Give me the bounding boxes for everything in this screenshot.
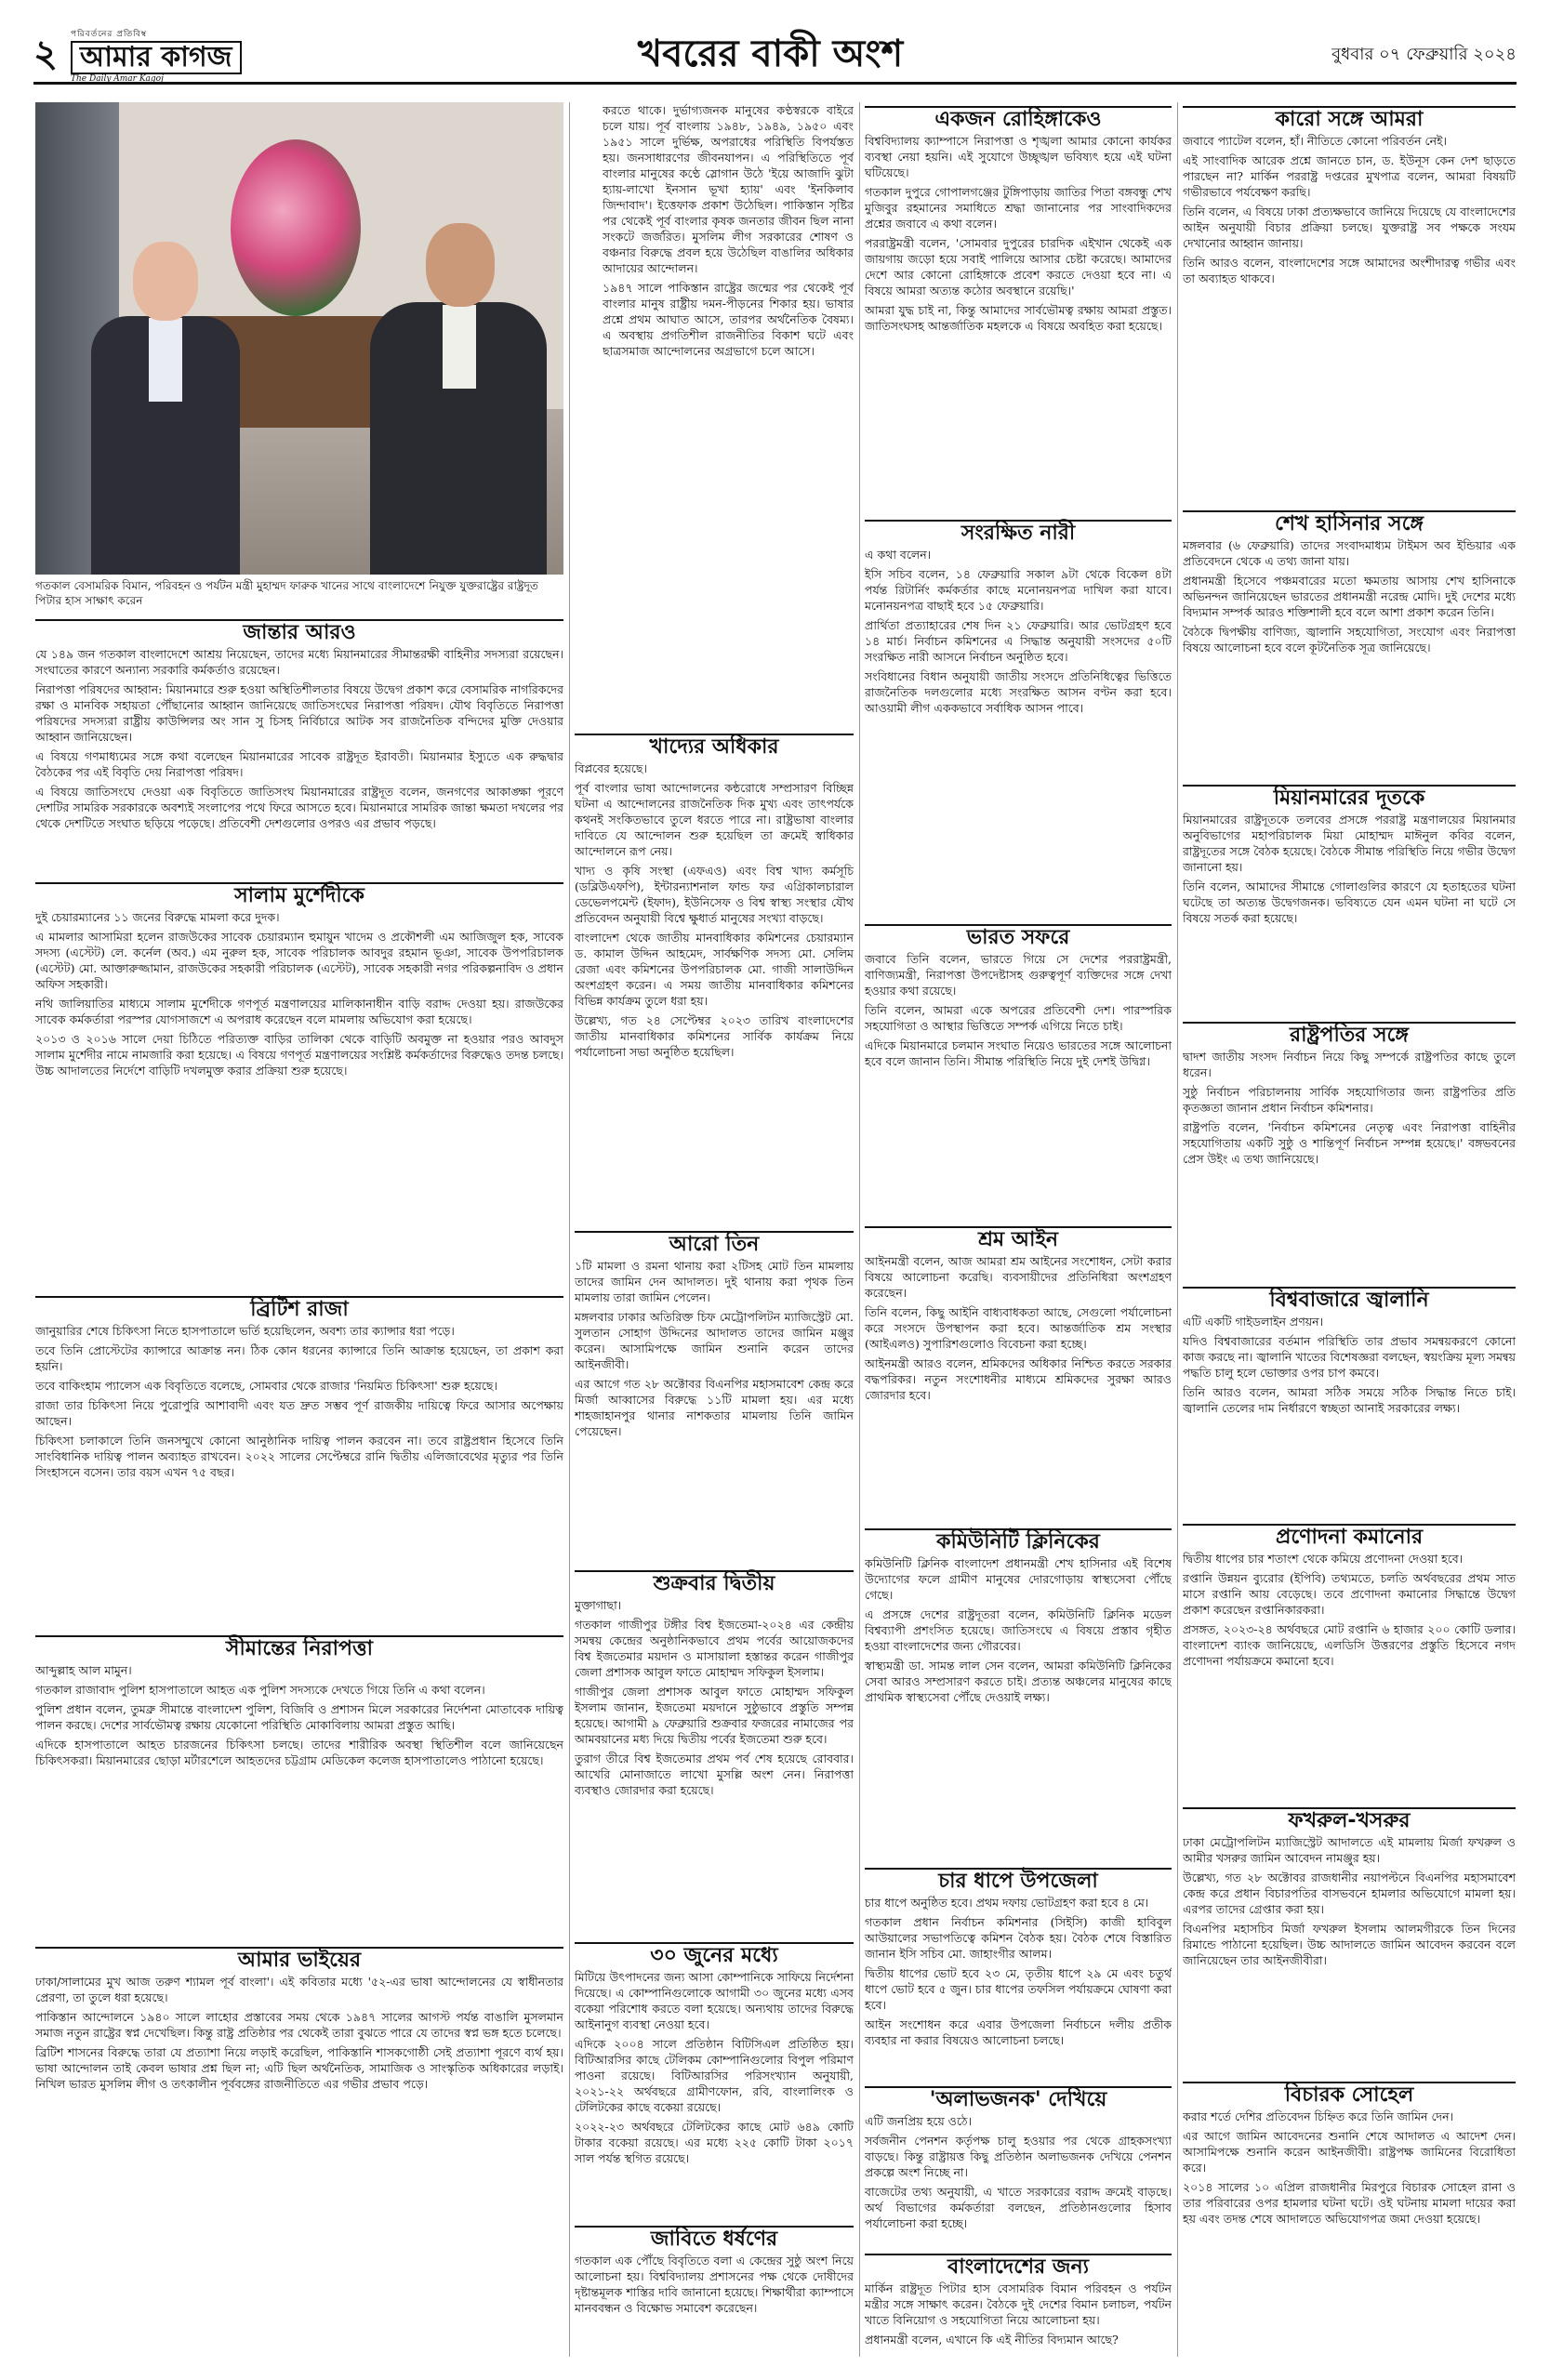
article-paragraph: যে ১৪৯ জন গতকাল বাংলাদেশে আশ্রয় নিয়েছেন, তাদের মধ্যে মিয়ানমারের সীমান্তরক্ষী বাহিনীর সদস্যরা রয়েছেন। সংঘাতের কারণে অন্যান্য সরকারি কর্মকর্তাও রয়েছেন। [35, 647, 563, 677]
article-headline: ৩০ জুনের মধ্যে [575, 1942, 854, 1964]
article-paragraph: ২০২২-২৩ অর্থবছরে টেলিটকের কাছে মোট ৬৪৯ কোটি টাকার বকেয়া রয়েছে। এর মধ্যে ২২৫ কোটি টাকা ২০১৭ সাল পর্যন্ত স্থগিত রয়েছে। [575, 2120, 854, 2165]
article-paragraph: সর্বজনীন পেনশন কর্তৃপক্ষ চালু হওয়ার পর থেকে গ্রাহকসংখ্যা বাড়ছে। কিন্তু রাষ্ট্রায়ত্ত কিছু প্রতিষ্ঠান অলাভজনক দেখিয়ে পেনশন প্রকল্পে অংশ নিচ্ছে না। [865, 2134, 1172, 2179]
article-paragraph: এদিকে মিয়ানমারে চলমান সংঘাত নিয়েও ভারতের সঙ্গে আলোচনা হবে বলে জানান তিনি। সীমান্ত পরিস্থিতি নিয়ে দুই দেশই উদ্বিগ্ন। [865, 1038, 1172, 1068]
article-judge-sohel [1183, 2078, 1516, 2357]
article-paragraph: ব্রিটিশ শাসনের বিরুদ্ধে তারা যে প্রত্যাশা নিয়ে লড়াই করেছিল, পাকিস্তানি শাসকগোষ্ঠী সেই প্রত্যাশা পূরণে ব্যর্থ হয়। ভাষা আন্দোলন তাই কেবল ভাষার প্রশ্ন ছিল না; এটি ছিল অর্থনৈতিক, সামাজিক ও সাংস্কৃতিক অধিকারের লড়াই। নিখিল ভারত মুসলিম লীগ ও তৎকালীন পূর্ববঙ্গের রাজনীতিতে এর গভীর প্রভাব পড়ে। [35, 2045, 563, 2091]
article-paragraph: আইনমন্ত্রী আরও বলেন, শ্রমিকদের অধিকার নিশ্চিত করতে সরকার বদ্ধপরিকর। নতুন সংশোধনীর মাধ্যমে শ্রমিকদের সুরক্ষা আরও জোরদার হবে। [865, 1356, 1172, 1402]
article-paragraph: এ প্রসঙ্গে দেশের রাষ্ট্রদূতরা বলেন, কমিউনিটি ক্লিনিক মডেল বিশ্বব্যাপী প্রশংসিত হয়েছে। জাতিসংঘে এ বিষয়ে প্রস্তাব গৃহীত হওয়া বাংলাদেশের জন্য গৌরবের। [865, 1607, 1172, 1653]
article-paragraph: প্রধানমন্ত্রী বলেন, এখানে কি এই নীতির বিদ্যমান আছে? [865, 2333, 1119, 2347]
article-paragraph: নথি জালিয়াতির মাধ্যমে সালাম মুর্শেদীকে গণপূর্ত মন্ত্রণালয়ের মালিকানাধীন বাড়ি বরাদ্দ দেওয়া হয়। রাজউকের সাবেক কর্মকর্তারা পরস্পর যোগসাজশে এ অপরাধ করেছেন বলে মামলায় অভিযোগ করা হয়েছে। [35, 997, 563, 1026]
article-paragraph: স্বাস্থ্যমন্ত্রী ডা. সামন্ত লাল সেন বলেন, আমরা কমিউনিটি ক্লিনিকের সেবা আরও সম্প্রসারণ করতে চাই। প্রত্যন্ত অঞ্চলের মানুষের কাছে প্রাথমিক স্বাস্থ্যসেবা পৌঁছে দেওয়াই লক্ষ্য। [865, 1659, 1172, 1704]
article-upazila [865, 1864, 1172, 2078]
article-headline: ব্রিটিশ রাজা [35, 1296, 563, 1317]
section-title: খবরের বাকী অংশ [637, 32, 904, 75]
article-paragraph: মিয়ানমারের রাষ্ট্রদূতকে তলবের প্রসঙ্গে পররাষ্ট্র মন্ত্রণালয়ের মিয়ানমার অনুবিভাগের মহাপরিচালক মিয়া মোহাম্মদ মাঈনুল কবির বলেন, রাষ্ট্রদূতের সঙ্গে বৈঠক হয়েছে। বৈঠকে সীমান্ত পরিস্থিতি নিয়ে গভীর উদ্বেগ জানানো হয়। [1183, 813, 1516, 874]
article-paragraph: তিনি আরও বলেন, বাংলাদেশের সঙ্গে আমাদের অংশীদারত্ব গভীর এবং তা অব্যাহত থাকবে। [1183, 256, 1516, 285]
article-paragraph: তবে বাকিংহাম প্যালেস এক বিবৃতিতে বলেছে, সোমবার থেকে রাজার 'নিয়মিত চিকিৎসা' শুরু হয়েছে। [35, 1379, 497, 1393]
article-paragraph: এটি জনপ্রিয় হয়ে ওঠে। [865, 2114, 973, 2128]
article-paragraph: ঢাকা/সালামের মুখ আজ তরুণ শ্যামল পূর্ব বাংলা'। এই কবিতার মধ্যে '৫২-এর ভাষা আন্দোলনের যে স্বাধীনতার প্রেরণা, তা তুলে ধরা হয়েছে। [35, 1975, 563, 2004]
article-paragraph: রাষ্ট্রপতি বলেন, 'নির্বাচন কমিশনের নেতৃত্ব এবং নিরাপত্তা বাহিনীর সহযোগিতায় একটি সুষ্ঠু ও শান্তিপূর্ণ নির্বাচন সম্পন্ন হয়েছে।' বঙ্গভবনের প্রেস উইং এ তথ্য জানিয়েছে। [1183, 1120, 1516, 1166]
article-salam-murshedi [35, 879, 563, 1288]
article-headline: সংরক্ষিত নারী [865, 520, 1172, 541]
article-paragraph: দুই চেয়ারম্যানের ১১ জনের বিরুদ্ধে মামলা করে দুদক। [35, 910, 280, 924]
article-paragraph: তিনি বলেন, আমরা একে অপরের প্রতিবেশী দেশ। পারস্পরিক সহযোগিতা ও আস্থার ভিত্তিতে সম্পর্ক এগিয়ে নিতে চাই। [865, 1003, 1172, 1033]
article-paragraph: গতকাল গাজীপুর টঙ্গীর বিশ্ব ইজতেমা-২০২৪ এর কেন্দ্রীয় সমন্বয় কেন্দ্রের অনুষ্ঠানিকভাবে প্রথম পর্বের আয়োজকদের বিশ্ব ইজতেমার ময়দান ও মাসায়ালা হস্তান্তর করেন গাজীপুর জেলা প্রশাসক আবুল ফাতে মোহাম্মদ সফিকুল ইসলাম। [575, 1618, 854, 1679]
article-paragraph: দ্বিতীয় ধাপের চার শতাংশ থেকে কমিয়ে প্রণোদনা দেওয়া হবে। [1183, 1552, 1464, 1566]
article-headline: শেখ হাসিনার সঙ্গে [1183, 510, 1516, 532]
person-ambassador [91, 242, 240, 575]
article-paragraph: বৈঠকে দ্বিপক্ষীয় বাণিজ্য, জ্বালানি সহযোগিতা, সংযোগ এবং নিরাপত্তা বিষয়ে আলোচনা হবে বলে কূটনৈতিক সূত্র জানিয়েছে। [1183, 625, 1516, 654]
flower-bouquet [231, 139, 361, 316]
article-paragraph: আইন সংশোধন করে এবার উপজেলা নির্বাচনে দলীয় প্রতীক ব্যবহার না করার বিষয়েও আলোচনা চলছে। [865, 2017, 1172, 2047]
article-paragraph: চিকিৎসা চলাকালে তিনি জনসম্মুখে কোনো আনুষ্ঠানিক দায়িত্ব পালন করবেন না। তবে রাষ্ট্রপ্রধান হিসেবে তিনি সাংবিধানিক দায়িত্ব পালন অব্যাহত রাখবেন। ২০২২ সালের সেপ্টেম্বরে রানি দ্বিতীয় এলিজাবেথের মৃত্যুর পর তিনি সিংহাসনে বসেন। তার বয়স এখন ৭৫ বছর। [35, 1434, 563, 1479]
article-headline: আমার ভাইয়ের [35, 1947, 563, 1968]
article-food-rights [575, 730, 854, 1223]
article-global-energy [1183, 1283, 1516, 1515]
article-nonprofit [865, 2082, 1172, 2245]
article-paragraph: এদিকে ২০০৪ সালে প্রতিষ্ঠান বিটিসিএল প্রতিষ্ঠিত হয়। বিটিআরসির কাছে টেলিকম কোম্পানিগুলোর বিপুল পরিমাণ পাওনা রয়েছে। বিটিআরসির পরিসংখ্যান অনুযায়ী, ২০২১-২২ অর্থবছরে গ্রামীণফোন, রবি, বাংলালিংক ও টেলিটকের কাছে বকেয়া রয়েছে। [575, 2037, 854, 2114]
article-paragraph: এর আগে জামিন আবেদনের শুনানি শেষে আদালত এ আদেশ দেন। আসামিপক্ষে শুনানি করেন আইনজীবী। রাষ্ট্রপক্ষ জামিনের বিরোধিতা করে। [1183, 2129, 1516, 2175]
article-paragraph: বিপ্লবের হয়েছে। [575, 761, 647, 775]
article-headline: সালাম মুর্শেদীকে [35, 882, 563, 904]
article-paragraph: সুষ্ঠু নির্বাচন পরিচালনায় সার্বিক সহযোগিতার জন্য রাষ্ট্রপতির প্রতি কৃতজ্ঞতা জানান প্রধান নির্বাচন কমিশনার। [1183, 1085, 1516, 1115]
article-paragraph: মিটিয়ে উৎপাদনের জন্য আসা কোম্পানিকে সাফিয়ে নির্দেশনা দিয়েছে। এ কোম্পানিগুলোকে আগামী ৩০ জুনের মধ্যে এসব বকেয়া পরিশোধ করতে বলা হয়েছে। অন্যথায় তাদের বিরুদ্ধে আইনানুগ ব্যবস্থা নেওয়া হবে। [575, 1970, 854, 2031]
article-paragraph: বাজেটের তথ্য অনুযায়ী, এ খাতে সরকারের বরাদ্দ ক্রমেই বাড়ছে। অর্থ বিভাগের কর্মকর্তারা বলছেন, প্রতিষ্ঠানগুলোর হিসাব পর্যালোচনা করা হচ্ছে। [865, 2185, 1172, 2230]
article-paragraph: মুক্তাগাছা। [575, 1598, 622, 1612]
article-three-more [575, 1227, 854, 1562]
article-paragraph: প্রধানমন্ত্রী হিসেবে পঞ্চমবারের মতো ক্ষমতায় আসায় শেখ হাসিনাকে অভিনন্দন জানিয়েছেন ভারতের প্রধানমন্ত্রী নরেন্দ্র মোদি। দুই দেশের মধ্যে বিদ্যমান সম্পর্ক আরও শক্তিশালী হবে বলে আশা প্রকাশ করেন তিনি। [1183, 574, 1516, 619]
article-paragraph: তিনি বলেন, এ বিষয়ে ঢাকা প্রত্যক্ষভাবে জানিয়ে দিয়েছে যে বাংলাদেশের আইন অনুযায়ী বিচার প্রক্রিয়া চলছে। যুক্তরাষ্ট্র সব পক্ষকে সংযম দেখানোর আহ্বান জানায়। [1183, 205, 1516, 250]
page-header [33, 28, 1517, 85]
article-headline: জান্তার আরও [35, 619, 563, 641]
article-headline: সীমান্তের নিরাপত্তা [35, 1635, 563, 1657]
article-sheikh-hasina [1183, 507, 1516, 776]
article-paragraph: করার শর্তে দেশির প্রতিবেদন চিহ্নিত করে তিনি জামিন দেন। [1183, 2109, 1454, 2123]
article-paragraph: পূর্ব বাংলার ভাষা আন্দোলনের কন্ঠরোধে সম্প্রসারণ বিচ্ছিন্ন ঘটনা এ আন্দোলনের রাজনৈতিক দিক মুখ্য এবং তাৎপর্যকে কথনই সংকিতভাবে তুলে ধরতে পারে না। রাষ্ট্রভাষা বাংলার দাবিতে যে আন্দোলন শুরু হয়েছিল তা ক্রমেই স্বাধিকার আন্দোলনে রূপ নেয়। [575, 781, 854, 858]
article-border-security [35, 1632, 563, 1938]
article-headline: কমিউনিটি ক্লিনিকের [865, 1528, 1172, 1550]
article-headline: ফখরুল-খসরুর [1183, 1807, 1516, 1829]
article-paragraph: মঙ্গলবার (৬ ফেব্রুয়ারি) তাদের সংবাদমাধ্যম টাইমস অব ইন্ডিয়ার এক প্রতিবেদনে থেকে এ তথ্য জানা যায়। [1183, 538, 1516, 568]
meeting-photo [35, 102, 563, 575]
article-headline: চার ধাপে উপজেলা [865, 1868, 1172, 1889]
article-headline: শ্রম আইন [865, 1226, 1172, 1248]
article-paragraph: বিএনপির মহাসচিব মির্জা ফখরুল ইসলাম আলমগীরকে তিন দিনের রিমান্ডে পাঠানো হয়েছিল। উচ্চ আদালতে জামিন আবেদন করবেন বলে জানিয়েছেন তার আইনজীবীরা। [1183, 1922, 1516, 1967]
article-paragraph: জানুয়ারির শেষে চিকিৎসা নিতে হাসপাতালে ভর্তি হয়েছিলেন, অবশ্য তার ক্যান্সার ধরা পড়ে। [35, 1324, 455, 1338]
article-june-30 [575, 1938, 854, 2217]
article-paragraph: চার ধাপে অনুষ্ঠিত হবে। প্রথম দফায় ভোটগ্রহণ করা হবে ৪ মে। [865, 1896, 1149, 1910]
article-paragraph: গতকাল দুপুরে গোপালগঞ্জের টুঙ্গিপাড়ায় জাতির পিতা বঙ্গবন্ধু শেখ মুজিবুর রহমানের সমাধিতে শ্রদ্ধা জানানোর পর সাংবাদিকদের প্রশ্নের জবাবে এ কথা বলেন। [865, 185, 1172, 231]
article-paragraph: এর আগে গত ২৮ অক্টোবর বিএনপির মহাসমাবেশ কেন্দ্র করে মির্জা আব্বাসের বিরুদ্ধে ১১টি মামলা হয়। এর মধ্যে শাহজাহানপুর থানার নাশকতার মামলায় তিনি জামিন পেয়েছেন। [575, 1377, 854, 1438]
article-paragraph: দ্বিতীয় ধাপের ভোট হবে ২৩ মে, তৃতীয় ধাপে ২৯ মে এবং চতুর্থ ধাপে ভোট হবে ৫ জুন। চার ধাপের তফসিল পর্যায়ক্রমে ঘোষণা করা হবে। [865, 1966, 1172, 2012]
article-headline: খাদ্যের অধিকার [575, 734, 854, 755]
article-paragraph: এটি একটি গাইডলাইন প্রণয়ন। [1183, 1315, 1324, 1329]
photo-caption: গতকাল বেসামরিক বিমান, পরিবহন ও পর্যটন মন্ত্রী মুহাম্মদ ফারুক খানের সাথে বাংলাদেশে নিযুক্ত যুক্তরাষ্ট্রের রাষ্ট্রদূত পিটার হাস সাক্ষাৎ করেন [35, 579, 538, 607]
article-paragraph: জবাবে তিনি বলেন, ভারতে গিয়ে সে দেশের পররাষ্ট্রমন্ত্রী, বাণিজ্যমন্ত্রী, নিরাপত্তা উপদেষ্টাসহ গুরুত্বপূর্ণ ব্যক্তিদের সঙ্গে দেখা হওয়ার কথা রয়েছে। [865, 952, 1172, 998]
article-paragraph: তুরাগ তীরে বিশ্ব ইজতেমার প্রথম পর্ব শেষ হয়েছে রোববার। আখেরি মোনাজাতে লাখো মুসল্লি অংশ নেন। নিরাপত্তা ব্যবস্থাও জোরদার করা হয়েছে। [575, 1752, 854, 1797]
article-paragraph: এই সাংবাদিক আরেক প্রশ্নে জানতে চান, ড. ইউনূস কেন দেশ ছাড়তে পারছেন না? মার্কিন পররাষ্ট্র দপ্তরের মুখপাত্র বলেন, আমরা বিষয়টি গভীরভাবে পর্যবেক্ষণ করছি। [1183, 153, 1516, 199]
article-paragraph: আইনমন্ত্রী বলেন, আজ আমরা শ্রম আইনের সংশোধন, সেটা করার বিষয়ে আলোচনা করেছি। ব্যবসায়ীদের প্রতিনিধিরা অংশগ্রহণ করেছেন। [865, 1254, 1172, 1300]
article-myanmar-envoy [1183, 781, 1516, 1013]
article-headline: জাবিতে ধর্ষণের [575, 2226, 854, 2247]
article-paragraph: তবে তিনি প্রোস্টেটের ক্যান্সারে আক্রান্ত নন। ঠিক কোন ধরনের ক্যান্সারে তিনি আক্রান্ত হয়েছেন, তা প্রকাশ করা হয়নি। [35, 1343, 563, 1373]
logo-tagline: পরিবর্তনের প্রতিবিম্ব [71, 29, 148, 39]
article-paragraph: আব্দুল্লাহ আল মামুন। [35, 1663, 132, 1677]
article-paragraph: রাজা তার চিকিৎসা নিয়ে পুরোপুরি আশাবাদী এবং যত দ্রুত সম্ভব পূর্ণ রাজকীয় দায়িত্বে ফিরে আসার অপেক্ষায় আছেন। [35, 1398, 563, 1428]
logo-english-name: The Daily Amar Kagoj [71, 73, 164, 84]
article-paragraph: প্রার্থিতা প্রত্যাহারের শেষ দিন ২১ ফেব্রুয়ারি। আর ভোটগ্রহণ হবে ১৪ মার্চ। নির্বাচন কমিশনের এ সিদ্ধান্ত অনুযায়ী সংসদের ৫০টি সংরক্ষিত নারী আসনে নির্বাচন অনুষ্ঠিত হবে। [865, 618, 1172, 664]
article-paragraph: মঙ্গলবার ঢাকার অতিরিক্ত চিফ মেট্রোপলিটন ম্যাজিস্ট্রেট মো. সুলতান সোহাগ উদ্দিনের আদালত তাদের জামিন মঞ্জুর করেন। আসামিপক্ষে জামিন শুনানি করেন তাদের আইনজীবী। [575, 1310, 854, 1371]
article-paragraph: গাজীপুর জেলা প্রশাসক আবুল ফাতে মোহাম্মদ সফিকুল ইসলাম জানান, ইজতেমা ময়দানে সুষ্ঠুভাবে প্রস্তুতি সম্পন্ন হয়েছে। আগামী ৯ ফেব্রুয়ারি শুক্রবার ফজরের নামাজের পর আমবয়ানের মধ্য দিয়ে দ্বিতীয় পর্বের ইজতেমা শুরু হবে। [575, 1685, 854, 1746]
article-paragraph: গতকাল এক পৌঁছে বিবৃতিতে বলা এ কেন্দ্রের সুষ্ঠু অংশ নিয়ে আলোচনা হয়। বিশ্ববিদ্যালয় প্রশাসনের পক্ষ থেকে দোষীদের দৃষ্টান্তমূলক শাস্তির দাবি জানানো হয়েছে। শিক্ষার্থীরা ক্যাম্পাসে মানববন্ধন ও বিক্ষোভ সমাবেশ করেছেন। [575, 2254, 854, 2315]
article-paragraph: উল্লেখ্য, গত ২৮ অক্টোবর রাজধানীর নয়াপল্টনে বিএনপির মহাসমাবেশ কেন্দ্র করে প্রধান বিচারপতির বাসভবনে হামলার অভিযোগে মামলা হয়। এরপর তাদের গ্রেপ্তার করা হয়। [1183, 1871, 1516, 1916]
article-paragraph: বাংলাদেশ থেকে জাতীয় মানবাধিকার কমিশনের চেয়ারম্যান ড. কামাল উদ্দিন আহমেদ, সার্বক্ষণিক সদস্য মো. সেলিম রেজা এবং কমিশনের উপপরিচালক মো. গাজী সালাউদ্দিন অংশগ্রহণ করেন। এ সময় জাতীয় মানবাধিকার কমিশনের বিভিন্ন কার্যক্রম তুলে ধরা হয়। [575, 931, 854, 1008]
article-jabi [575, 2222, 854, 2357]
article-british-king [35, 1292, 563, 1627]
article-paragraph: ২০১৪ সালের ১০ এপ্রিল রাজধানীর মিরপুরে বিচারক সোহেল রানা ও তার পরিবারের ওপর হামলার ঘটনা ঘটে। ওই ঘটনায় মামলা দায়ের করা হয় এবং তদন্ত শেষে আদালতে অভিযোগপত্র জমা দেওয়া হয়েছে। [1183, 2180, 1516, 2226]
article-with-anyone [1183, 102, 1516, 502]
article-continued-1 [603, 102, 854, 725]
article-paragraph: তিনি বলেন, কিছু আইনি বাধ্যবাধকতা আছে, সেগুলো পর্যালোচনা করে সংসদে উপস্থাপন করা হবে। আন্তর্জাতিক শ্রম সংস্থার (আইএলও) সুপারিশগুলোও বিবেচনা করা হচ্ছে। [865, 1305, 1172, 1351]
article-paragraph: এদিকে হাসপাতালে আহত চারজনের চিকিৎসা চলছে। তাদের শারীরিক অবস্থা স্থিতিশীল বলে জানিয়েছেন চিকিৎসকরা। মিয়ানমারের ছোড়া মর্টারশেলে আহতদের চট্টগ্রাম মেডিকেল কলেজ হাসপাতালেও পাঠানো হয়েছে। [35, 1738, 563, 1767]
article-headline: প্রণোদনা কমানোর [1183, 1524, 1516, 1545]
article-headline: কারো সঙ্গে আমরা [1183, 106, 1516, 127]
article-paragraph: প্রসঙ্গত, ২০২৩-২৪ অর্থবছরে মোট রপ্তানি ৬ হাজার ২০০ কোটি ডলার। বাংলাদেশ ব্যাংক জানিয়েছে, এলডিসি উত্তরণের প্রস্তুতি হিসেবে নগদ প্রণোদনা পর্যায়ক্রমে কমানো হবে। [1183, 1622, 1516, 1668]
article-paragraph: কমিউনিটি ক্লিনিক বাংলাদেশ প্রধানমন্ত্রী শেখ হাসিনার এই বিশেষ উদ্যোগের ফলে গ্রামীণ মানুষের দোরগোড়ায় স্বাস্থ্যসেবা পৌঁছে গেছে। [865, 1556, 1172, 1602]
article-paragraph: যদিও বিশ্ববাজারের বর্তমান পরিস্থিতি তার প্রভাব সমন্বয়করণে কোনো কাজ করছে না। জ্বালানি খাতের বিশেষজ্ঞরা বলছেন, স্বয়ংক্রিয় মূল্য সমন্বয় পদ্ধতি চালু হলে ভোক্তার ওপর চাপ কমবে। [1183, 1334, 1516, 1380]
article-reserved-women [865, 516, 1172, 916]
article-paragraph: দ্বাদশ জাতীয় সংসদ নির্বাচন নিয়ে কিছু সম্পর্কে রাষ্ট্রপতির কাছে তুলে ধরেন। [1183, 1050, 1516, 1079]
article-headline: আরো তিন [575, 1231, 854, 1252]
article-incentive [1183, 1520, 1516, 1799]
article-paragraph: তিনি বলেন, আমাদের সীমান্তে গোলাগুলির কারণে যে হতাহতের ঘটনা ঘটেছে তা অত্যন্ত উদ্বেগজনক। ভবিষ্যতে যেন এমন ঘটনা না ঘটে সে বিষয়ে সতর্ক করা হয়েছে। [1183, 879, 1516, 925]
article-paragraph: এ বিষয়ে জাতিসংঘে দেওয়া এক বিবৃতিতে জাতিসংঘ মিয়ানমারের রাষ্ট্রদূত বলেন, জনগণের আকাঙ্ক্ষা পূরণে দেশটির সামরিক সরকারকে অবশ্যই সংলাপের পথে ফিরে আসতে হবে। মিয়ানমারে সামরিক জান্তা ক্ষমতা দখলের পর থেকে দেশটিতে সংঘাত ছড়িয়ে পড়েছে। প্রতিবেশী দেশগুলোর ওপরও এর প্রভাব পড়ছে। [35, 785, 563, 830]
article-paragraph: নিরাপত্তা পরিষদের আহ্বান: মিয়ানমারে শুরু হওয়া অস্থিতিশীলতার বিষয়ে উদ্বেগ প্রকাশ করে বেসামরিক নাগরিকদের রক্ষা ও মানবিক সহায়তা পৌঁছানোর আহ্বান জানিয়েছে জাতিসংঘের নিরাপত্তা পরিষদ। যৌথ বিবৃতিতে নিরাপত্তা পরিষদের সদস্যরা রাষ্ট্রীয় কাউন্সিলর অং সান সু চিসহ নির্বিচারে আটক সব রাজনৈতিক বন্দিদের মুক্তি দেওয়ার আহ্বান জানিয়েছেন। [35, 682, 563, 744]
article-junta [35, 615, 563, 874]
article-paragraph: এ মামলার আসামিরা হলেন রাজউকের সাবেক চেয়ারম্যান হুমায়ুন খাদেম ও প্রকৌশলী এম আজিজুল হক, সাবেক সদস্য (এস্টেট) লে. কর্নেল (অব.) এম নুরুল হক, সাবেক পরিচালক আবদুর রহমান ভূঞা, সাবেক উপপরিচালক (এস্টেট) মো. আক্তারুজ্জামান, রাজউকের সহকারী পরিচালক (এস্টেট), সাবেক সহকারী নগর পরিকল্পনাবিদ ও প্রধান অফিস সহকারী। [35, 930, 563, 991]
article-paragraph: এ বিষয়ে গণমাধ্যমের সঙ্গে কথা বলেছেন মিয়ানমারের সাবেক রাষ্ট্রদূত ইরাবতী। মিয়ানমার ইস্যুতে এক রুদ্ধদ্বার বৈঠকের পর এই বিবৃতি দেয় নিরাপত্তা পরিষদ। [35, 749, 563, 779]
article-rohingya [865, 102, 1172, 511]
article-paragraph: ঢাকা মেট্রোপলিটন ম্যাজিস্ট্রেট আদালতে এই মামলায় মির্জা ফখরুল ও আমীর খসরুর জামিন আবেদন নামঞ্জুর হয়। [1183, 1835, 1516, 1865]
article-paragraph: ১৯৪৭ সালে পাকিস্তান রাষ্ট্রের জন্মের পর থেকেই পূর্ব বাংলার মানুষ রাষ্ট্রীয় দমন-পীড়নের শিকার হয়। ভাষার প্রশ্নে প্রথম আঘাত আসে, তারপর অর্থনৈতিক বৈষম্য। এ অবস্থায় প্রগতিশীল রাজনীতির বিকাশ ঘটে এবং ছাত্রসমাজ আন্দোলনের অগ্রভাগে চলে আসে। [603, 281, 854, 358]
article-fakhrul-khasru [1183, 1804, 1516, 2073]
person-minister [370, 223, 547, 575]
article-paragraph: তিনি আরও বলেন, আমরা সঠিক সময়ে সঠিক সিদ্ধান্ত নিতে চাই। জ্বালানি তেলের দাম নির্ধারণে স্বচ্ছতা আনাই সরকারের লক্ষ্য। [1183, 1385, 1516, 1415]
article-paragraph: করতে থাকে। দুর্ভাগ্যজনক মানুষের কণ্ঠস্বরকে বাইরে চলে যায়। পূর্ব বাংলায় ১৯৪৮, ১৯৪৯, ১৯৫০ এবং ১৯৫১ সালে দুর্ভিক্ষ, অপরাধের পরিস্থিতি বিপর্যস্তত হয়। জনসাধারণের জীবনযাপন। এ পরিস্থিতিতে পূর্ব বাংলার মানুষের কণ্ঠে স্লোগান উঠে 'ইয়ে আজাদি ঝুটা হ্যায়-লাখো ইনসান ভূখা হ্যায়' এবং 'ইনকিলাব জিন্দাবাদ'। ইত্তেফাক প্রকাশ উঠেছিল। পাকিস্তান সৃষ্টির পর থেকেই পূর্ব বাংলার কৃষক জনতার জীবন ছিল নানা সংকটে জর্জরিত। মুসলিম লীগ সরকারের শোষণ ও বঞ্চনার বিরুদ্ধে প্রবল হয়ে উঠেছিল বাঙালির অধিকার আদায়ের আন্দোলন। [603, 103, 854, 275]
article-headline: 'অলাভজনক' দেখিয়ে [865, 2086, 1172, 2108]
article-headline: মিয়ানমারের দূতকে [1183, 785, 1516, 806]
article-headline: বিশ্ববাজারে জ্বালানি [1183, 1287, 1516, 1308]
article-paragraph: মার্কিন রাষ্ট্রদূত পিটার হাস বেসামরিক বিমান পরিবহন ও পর্যটন মন্ত্রীর সঙ্গে সাক্ষাৎ করেন। বৈঠকে দুই দেশের বিমান চলাচল, পর্যটন খাতে বিনিয়োগ ও সহযোগিতা নিয়ে আলোচনা হয়। [865, 2281, 1172, 2327]
article-paragraph: গতকাল প্রধান নির্বাচন কমিশনার (সিইসি) কাজী হাবিবুল আউয়ালের সভাপতিত্বে কমিশন বৈঠক হয়। বৈঠক শেষে বিস্তারিত জানান ইসি সচিব মো. জাহাংগীর আলম। [865, 1915, 1172, 1961]
article-paragraph: সংবিধানের বিধান অনুযায়ী জাতীয় সংসদে প্রতিনিধিত্বের ভিত্তিতে রাজনৈতিক দলগুলোর মধ্যে সংরক্ষিত আসন বণ্টন করা হবে। আওয়ামী লীগ এককভাবে সর্বাধিক আসন পাবে। [865, 669, 1172, 715]
issue-date: বুধবার ০৭ ফেব্রুয়ারি ২০২৪ [1331, 44, 1517, 64]
article-paragraph: আমরা যুদ্ধ চাই না, কিন্তু আমাদের সার্বভৌমত্ব রক্ষায় আমরা প্রস্তুত। জাতিসংঘসহ আন্তর্জাতিক মহলকে এ বিষয়ে অবহিত করা হয়েছে। [865, 303, 1172, 333]
article-president [1183, 1018, 1516, 1278]
article-community-clinic [865, 1525, 1172, 1859]
article-paragraph: উল্লেখ্য, গত ২৪ সেপ্টেম্বর ২০২৩ তারিখ বাংলাদেশের জাতীয় মানবাধিকার কমিশনের সার্বিক কার্যক্রম নিয়ে পর্যালোচনা সভা অনুষ্ঠিত হয়েছিল। [575, 1013, 854, 1059]
article-headline: বিচারক সোহেল [1183, 2082, 1516, 2103]
article-paragraph: গতকাল রাজাবাদ পুলিশ হাসপাতালে আহত এক পুলিশ সদস্যকে দেখতে গিয়ে তিনি এ কথা বলেন। [35, 1683, 485, 1697]
article-paragraph: পুলিশ প্রধান বলেন, তুমব্রু সীমান্তে বাংলাদেশ পুলিশ, বিজিবি ও প্রশাসন মিলে সরকারের নির্দেশনা মোতাবেক দায়িত্ব পালন করছে। দেশের সার্বভৌমত্ব রক্ষায় যেকোনো পরিস্থিতি মোকাবিলায় আমরা প্রস্তুত আছি। [35, 1702, 563, 1732]
article-paragraph: রপ্তানি উন্নয়ন ব্যুরোর (ইপিবি) তথ্যমতে, চলতি অর্থবছরের প্রথম সাত মাসে রপ্তানি আয় বেড়েছে। তবে প্রণোদনা কমানোর সিদ্ধান্তে উদ্বেগ প্রকাশ করেছেন রপ্তানিকারকরা। [1183, 1571, 1516, 1617]
logo-name: আমার কাগজ [71, 41, 242, 74]
article-paragraph: পররাষ্ট্রমন্ত্রী বলেন, 'সোমবার দুপুরের চারদিক এইখান থেকেই এক জায়গায় জড়ো হয়ে সবাই পালিয়ে আসার চেষ্টা করেছে। আমাদের দেশে আর কোনো রোহিঙ্গাকে প্রবেশ করতে দেওয়া হবে না। এ বিষয়ে আমরা অত্যন্ত কঠোর অবস্থানে রয়েছি।' [865, 236, 1172, 298]
article-paragraph: বিশ্ববিদ্যালয় ক্যাম্পাসে নিরাপত্তা ও শৃঙ্খলা আমার কোনো কার্যকর ব্যবস্থা নেয়া হয়নি। এই সুযোগে উচ্ছৃঙ্খল ভবিষ্যৎ হয়ে এই ঘটনা ঘটিয়েছে। [865, 134, 1172, 179]
newspaper-logo [71, 27, 303, 84]
article-paragraph: পাকিস্তান আন্দোলনে ১৯৪০ সালে লাহোর প্রস্তাবের সময় থেকে ১৯৪৭ সালের আগস্ট পর্যন্ত বাঙালি মুসলমান সমাজ নতুন রাষ্ট্রের স্বপ্ন দেখেছিল। কিন্তু রাষ্ট্র প্রতিষ্ঠার পর থেকেই তারা বুঝতে পারে যে তাদের স্বপ্ন ভঙ্গ হতে চলেছে। [35, 2010, 563, 2040]
article-for-bangladesh [865, 2250, 1172, 2357]
article-paragraph: এ কথা বলেন। [865, 548, 932, 562]
page-number: ২ [33, 32, 59, 75]
article-india-visit [865, 920, 1172, 1218]
article-headline: শুক্রবার দ্বিতীয় [575, 1570, 854, 1592]
article-headline: বাংলাদেশের জন্য [865, 2254, 1172, 2275]
article-paragraph: জবাবে প্যাটেল বলেন, হাঁ। নীতিতে কোনো পরিবর্তন নেই। [1183, 134, 1448, 148]
article-paragraph: ইসি সচিব বলেন, ১৪ ফেব্রুয়ারি সকাল ৯টা থেকে বিকেল ৪টা পর্যন্ত রিটার্নিং কর্মকর্তার কাছে মনোনয়নপত্র দাখিল করা যাবে। মনোনয়নপত্র বাছাই হবে ১৫ ফেব্রুয়ারি। [865, 567, 1172, 613]
article-paragraph: ২০১৩ ও ২০১৬ সালে দেয়া চিঠিতে পরিত্যক্ত বাড়ির তালিকা থেকে বাড়িটি অবমুক্ত না হওয়ার পরও আবদুস সালাম মুর্শেদীর নামে নামজারি করা হয়েছে। এ বিষয়ে গণপূর্ত মন্ত্রণালয়ের সংশ্লিষ্ট কর্মকর্তাদের বিরুদ্ধেও তদন্ত চলছে। উচ্চ আদালতের নির্দেশে বাড়িটি দখলমুক্ত করার প্রক্রিয়া শুরু হয়েছে। [35, 1032, 563, 1078]
article-friday-second [575, 1567, 854, 1934]
article-headline: ভারত সফরে [865, 924, 1172, 945]
article-headline: রাষ্ট্রপতির সঙ্গে [1183, 1022, 1516, 1043]
article-headline: একজন রোহিঙ্গাকেও [865, 106, 1172, 127]
article-labour-law [865, 1223, 1172, 1520]
article-paragraph: খাদ্য ও কৃষি সংস্থা (এফএও) এবং বিশ্ব খাদ্য কর্মসূচি (ডব্লিউএফপি), ইন্টারন্যাশনাল ফান্ড ফর এগ্রিকালচারাল ডেভেলপমেন্ট (ইফাদ), ইউনিসেফ ও বিশ্ব স্বাস্থ্য সংস্থার যৌথ প্রতিবেদন অনুযায়ী বিশ্বে ক্ষুধার্ত মানুষের সংখ্যা বাড়ছে। [575, 864, 854, 925]
article-paragraph: ১টি মামলা ও রমনা থানায় করা ২টিসহ মোট তিন মামলায় তাদের জামিন দেন আদালত। দুই থানায় করা পৃথক তিন মামলায় তারা জামিন পেলেন। [575, 1259, 854, 1304]
article-my-brother [35, 1943, 563, 2357]
